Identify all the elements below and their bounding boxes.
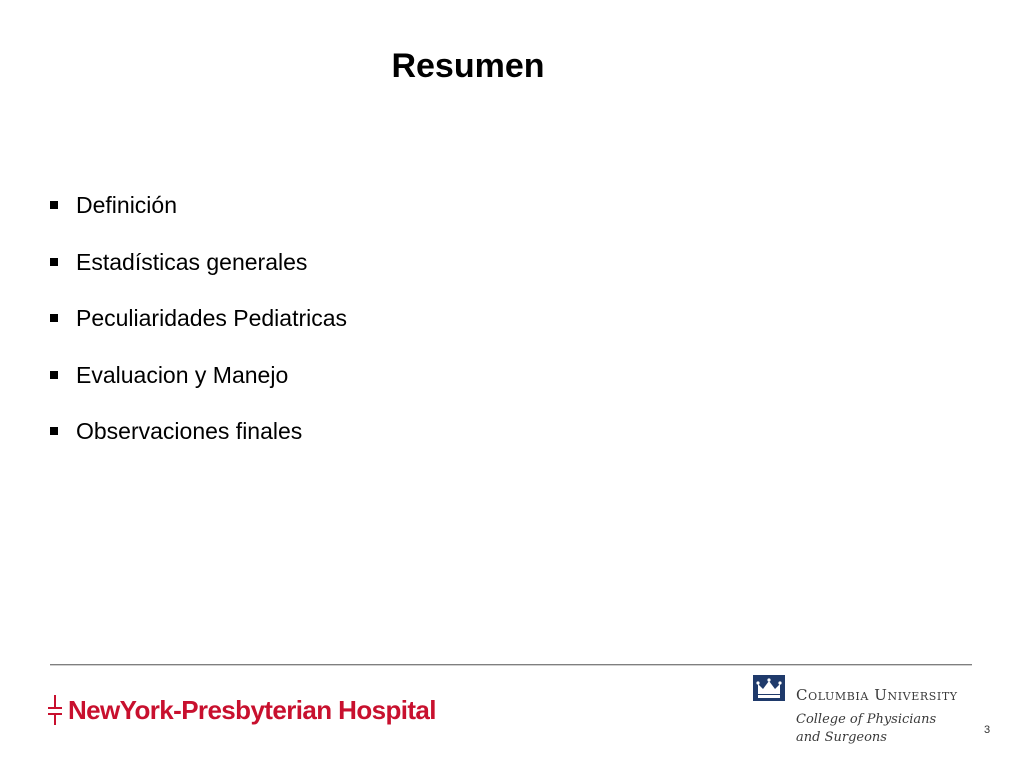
footer-divider (50, 664, 972, 665)
square-bullet-icon (50, 258, 58, 266)
square-bullet-icon (50, 427, 58, 435)
columbia-logo (752, 674, 962, 754)
square-bullet-icon (50, 314, 58, 322)
nyp-logo (48, 693, 436, 727)
nyp-logo-text: NewYork-Presbyterian Hospital (68, 695, 436, 725)
bullet-text: Definición (76, 192, 177, 218)
square-bullet-icon (50, 371, 58, 379)
bullet-item-peculiaridades (50, 303, 347, 360)
slide-title: Resumen (391, 47, 545, 85)
page-number: 3 (984, 724, 991, 736)
bullet-text: Observaciones finales (76, 418, 303, 444)
bullet-item-definicion (50, 190, 347, 247)
columbia-crown-icon (752, 674, 786, 702)
nyp-mark-icon (48, 695, 62, 725)
bullet-item-evaluacion (50, 360, 347, 417)
bullet-text: Peculiaridades Pediatricas (76, 305, 348, 331)
bullet-list (50, 190, 347, 473)
bullet-item-observaciones (50, 416, 347, 473)
square-bullet-icon (50, 201, 58, 209)
bullet-text: Evaluacion y Manejo (76, 361, 289, 388)
college-name-line2: and Surgeons (796, 730, 887, 745)
college-name-line1: College of Physicians (796, 712, 937, 727)
bullet-text: Estadísticas generales (76, 248, 308, 275)
bullet-item-estadisticas (50, 247, 347, 304)
columbia-university-name: Columbia University (796, 686, 958, 704)
